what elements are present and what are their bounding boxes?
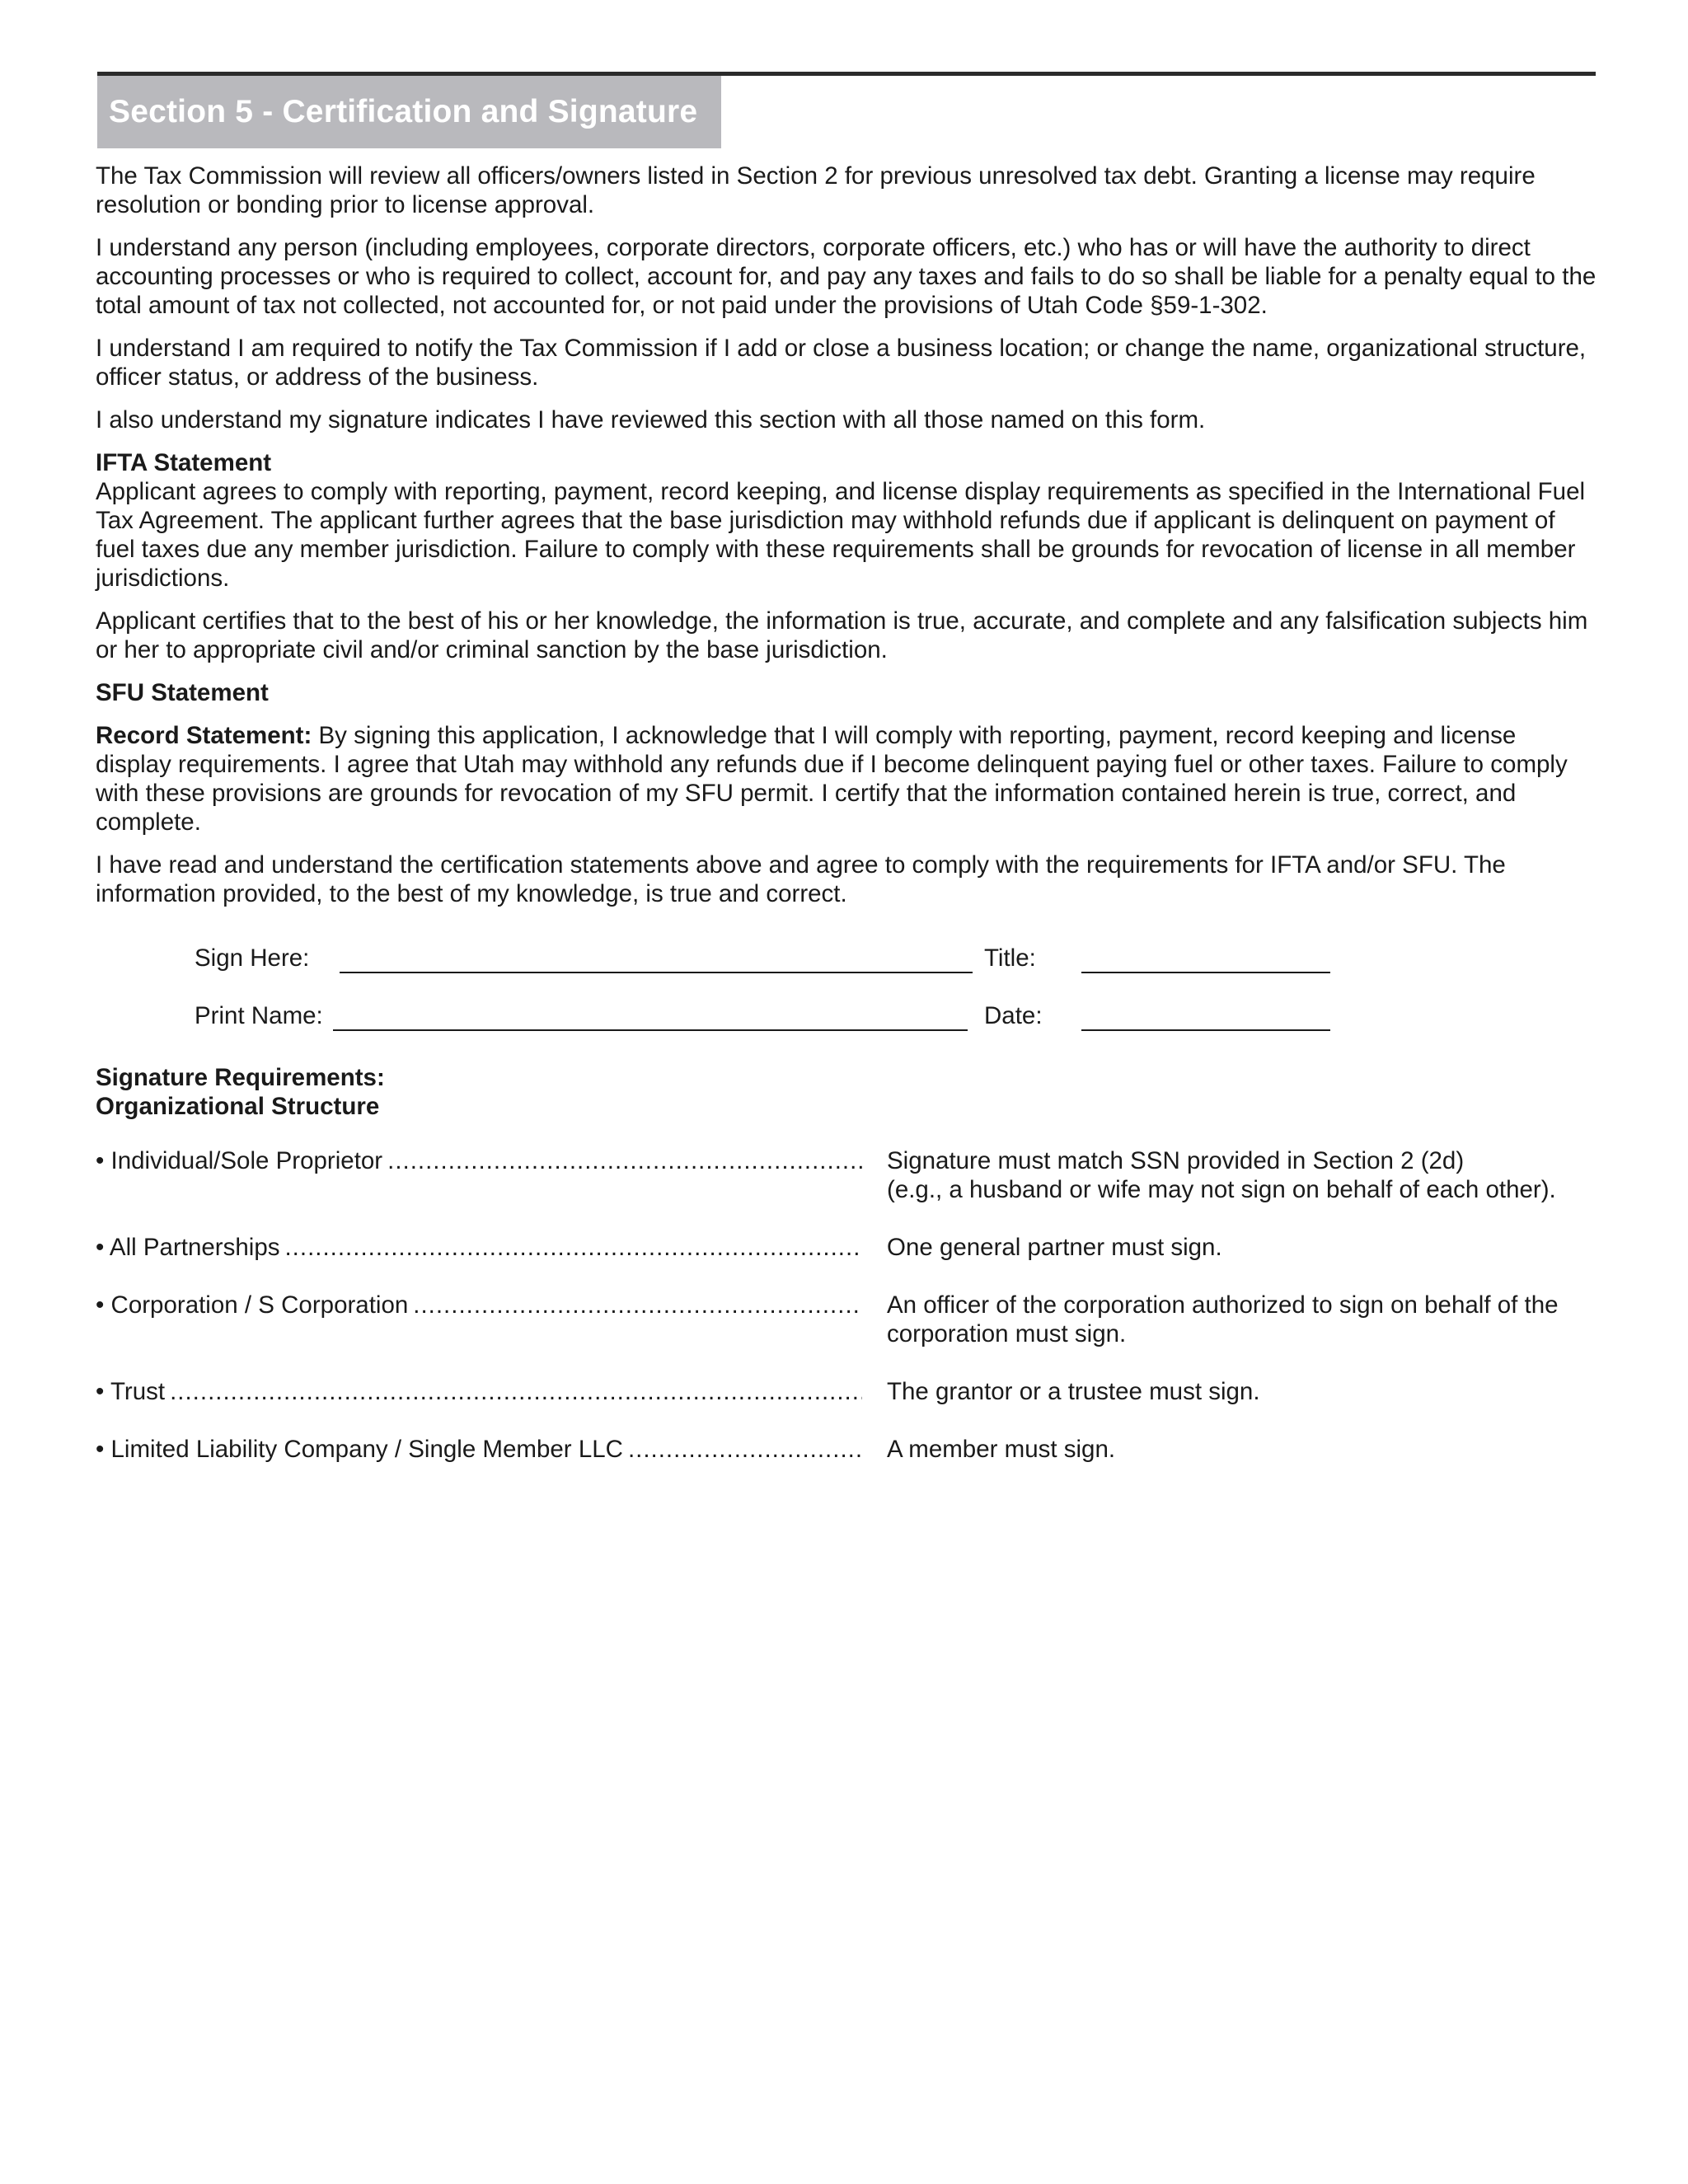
requirements-heading-2: Organizational Structure: [96, 1093, 380, 1120]
sign-here-label: Sign Here:: [195, 944, 310, 972]
date-field[interactable]: [1081, 1029, 1330, 1031]
list-item: [96, 1377, 1597, 1406]
signature-rule: The grantor or a trustee must sign.: [887, 1378, 1260, 1405]
dot-leader: [413, 1291, 862, 1348]
title-field[interactable]: [1081, 972, 1330, 973]
requirements-heading: [96, 1063, 385, 1121]
ifta-heading: IFTA Statement: [96, 449, 272, 476]
org-type-label: • Individual/Sole Proprietor: [96, 1147, 383, 1174]
record-statement-body: By signing this application, I acknowledge that I will comply with reporting, payment, record keeping and license display requirements. I agree that Utah may withhold any refunds due if I become delinquent paying fuel or other taxes. Failure to comply with these provisions are grounds for revocation of my SFU permit. I certify that the information contained herein is true, correct, and complete.: [96, 722, 1568, 836]
print-name-row: [195, 1002, 1348, 1060]
signature-rule: An officer of the corporation authorized to sign on behalf of the corporation must sign.: [887, 1291, 1559, 1347]
requirements-list: [96, 1146, 1597, 1493]
list-item: [96, 1435, 1597, 1464]
date-label: Date:: [984, 1002, 1043, 1029]
requirements-heading-1: Signature Requirements:: [96, 1064, 385, 1091]
certification-text: [96, 162, 1597, 922]
sfu-heading: SFU Statement: [96, 679, 269, 706]
dot-leader: [170, 1377, 862, 1406]
dot-leader: [284, 1233, 862, 1262]
print-name-field[interactable]: [333, 1029, 968, 1031]
list-item: [96, 1291, 1597, 1348]
dot-leader: [628, 1435, 862, 1464]
org-type-label: • Trust: [96, 1378, 166, 1405]
org-type-label: • Limited Liability Company / Single Member LLC: [96, 1436, 623, 1463]
paragraph-notify: I understand I am required to notify the Tax Commission if I add or close a business location; or change the name, organizational structure, officer status, or address of the business.: [96, 335, 1587, 391]
signature-block: [195, 944, 1348, 1060]
record-statement-label: Record Statement:: [96, 722, 312, 749]
signature-rule: Signature must match SSN provided in Section 2 (2d) (e.g., a husband or wife may not sign on behalf of each other).: [887, 1147, 1556, 1203]
list-item: [96, 1233, 1597, 1262]
signature-rule: A member must sign.: [887, 1436, 1116, 1463]
ifta-certification: Applicant certifies that to the best of his or her knowledge, the information is true, accurate, and complete and any falsification subjects him or her to appropriate civil and/or criminal sanction by the base jurisdiction.: [96, 607, 1588, 663]
org-type-label: • All Partnerships: [96, 1234, 280, 1261]
dot-leader: [387, 1146, 862, 1204]
list-item: [96, 1146, 1597, 1204]
paragraph-tax-debt: The Tax Commission will review all officers/owners listed in Section 2 for previous unresolved tax debt. Granting a license may require resolution or bonding prior to license approval.: [96, 162, 1536, 218]
title-label: Title:: [984, 944, 1036, 972]
org-type-label: • Corporation / S Corporation: [96, 1291, 409, 1319]
record-statement: [96, 721, 1597, 837]
section-header: [97, 76, 721, 148]
paragraph-liability: I understand any person (including employees, corporate directors, corporate officers, etc.) who has or will have the authority to direct accounting processes or who is required to collect, account for, and pay any taxes and fails to do so shall be liable for a penalty equal to the total amount of tax not collected, not accounted for, or not paid under the provisions of Utah Code §59-1-302.: [96, 234, 1597, 319]
ifta-body: Applicant agrees to comply with reporting, payment, record keeping, and license display requirements as specified in the International Fuel Tax Agreement. The applicant further agrees that the base jurisdiction may withhold refunds due if applicant is delinquent on payment of fuel taxes due any member jurisdiction. Failure to comply with these requirements shall be grounds for revocation of license in all member jurisdictions.: [96, 478, 1586, 592]
sign-here-row: [195, 944, 1348, 1002]
section-title: Section 5 - Certification and Signature: [109, 94, 698, 129]
final-statement: I have read and understand the certification statements above and agree to comply with the requirements for IFTA and/or SFU. The information provided, to the best of my knowledge, is true and correct.: [96, 851, 1506, 907]
signature-rule: One general partner must sign.: [887, 1234, 1222, 1261]
sign-here-field[interactable]: [340, 972, 973, 973]
paragraph-signature-review: I also understand my signature indicates I have reviewed this section with all those named on this form.: [96, 406, 1206, 434]
print-name-label: Print Name:: [195, 1002, 323, 1029]
